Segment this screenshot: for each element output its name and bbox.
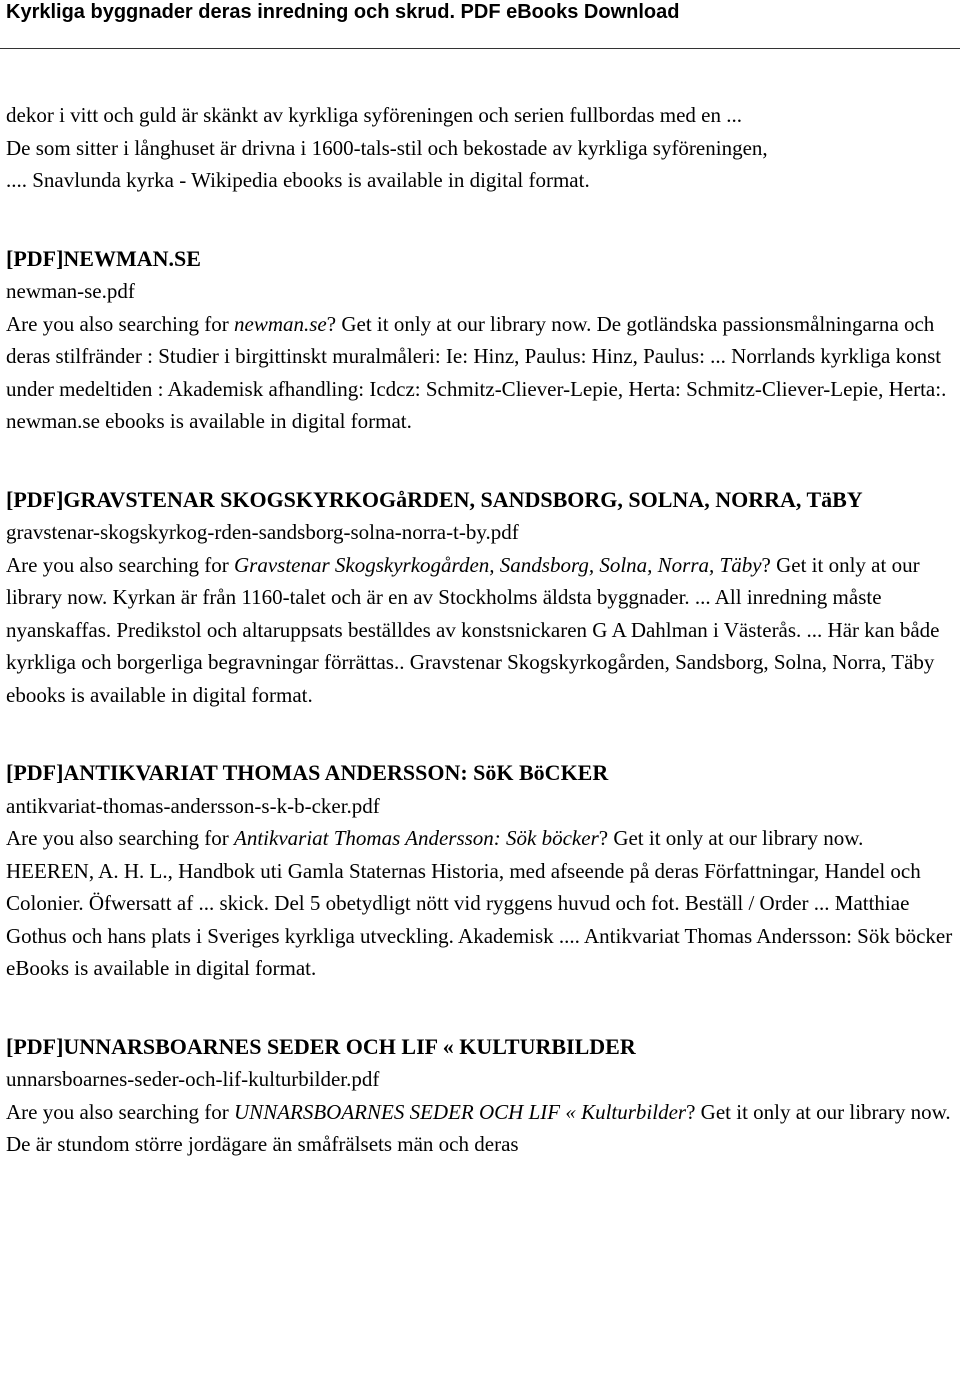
- document-body: [0, 99, 960, 1161]
- entry-title[interactable]: [PDF]UNNARSBOARNES SEDER OCH LIF « KULTURBILDER: [6, 1033, 636, 1059]
- result-entry: [6, 1031, 954, 1161]
- intro-line: .... Snavlunda kyrka - Wikipedia ebooks is available in digital format.: [6, 168, 590, 192]
- entry-filename[interactable]: antikvariat-thomas-andersson-s-k-b-cker.pdf: [6, 793, 380, 818]
- result-entry: [6, 243, 954, 438]
- entry-text: ? Get it only at our library now. Kyrkan är från 1160-talet och är en av Stockholms äldsta byggnader. ... All inredning måste nyanskaffas. Predikstol och altaruppsats beställdes av konstsnickaren G A Dahlman i Västerås. ... Här kan både kyrkliga och borgerliga begravningar förrättas.. Gravstenar Skogskyrkogården, Sandsborg, Solna, Norra, Täby ebooks is available in digital format.: [6, 552, 940, 707]
- search-prefix: Are you also searching for: [6, 311, 235, 336]
- intro-line: dekor i vitt och guld är skänkt av kyrkliga syföreningen och serien fullbordas med en ...: [6, 103, 742, 127]
- page-header: [0, 0, 960, 28]
- entry-text: ? Get it only at our library now. HEEREN, A. H. L., Handbok uti Gamla Staternas Historia, med afseende på deras Författningar, Handel och Colonier. Öfwersatt af ... skick. Del 5 obetydligt nött vid ryggens huvud och fot. Beställ / Order ... Matthiae Gothus och hans plats i Sveriges kyrkliga utveckling. Akademisk .... Antikvariat Thomas Andersson: Sök böcker eBooks is available in digital format.: [6, 826, 953, 980]
- search-query: newman.se: [234, 311, 327, 336]
- entry-text: ? Get it only at our library now. De gotländska passionsmålningarna och deras stilfränder : Studier i birgittinskt muralmåleri: Ie: Hinz, Paulus: Hinz, Paulus: ... Norrlands kyrkliga konst under medeltiden : Akademisk afhandling: Icdcz: Schmitz-Cliever-Lepie, Herta: Schmitz-Cliever-Lepie, Herta:. newman.se ebooks is available in digital format.: [6, 311, 947, 433]
- entry-filename[interactable]: gravstenar-skogskyrkog-rden-sandsborg-solna-norra-t-by.pdf: [6, 520, 519, 544]
- intro-line: De som sitter i långhuset är drivna i 1600-tals-stil och bekostade av kyrkliga syföreningen,: [6, 135, 768, 160]
- entry-title[interactable]: [PDF]NEWMAN.SE: [6, 245, 201, 271]
- intro-paragraph: [6, 99, 954, 197]
- entry-description: [6, 308, 954, 438]
- entry-title[interactable]: [PDF]ANTIKVARIAT THOMAS ANDERSSON: SöK BöCKER: [6, 760, 609, 785]
- search-query: Gravstenar Skogskyrkogården, Sandsborg, Solna, Norra, Täby: [234, 552, 762, 577]
- header-divider: [0, 48, 960, 49]
- search-prefix: Are you also searching for: [6, 552, 235, 577]
- search-query: Antikvariat Thomas Andersson: Sök böcker: [234, 826, 599, 850]
- entry-filename[interactable]: newman-se.pdf: [6, 279, 135, 303]
- entry-filename[interactable]: unnarsboarnes-seder-och-lif-kulturbilder.pdf: [6, 1067, 380, 1091]
- search-prefix: Are you also searching for: [6, 826, 235, 850]
- entry-text: ? Get it only at our library now. De är stundom större jordägare än småfrälsets män och deras: [6, 1099, 951, 1156]
- entry-description: [6, 549, 954, 712]
- header-title: Kyrkliga byggnader deras inredning och skrud. PDF eBooks Download: [6, 1, 680, 23]
- result-entry: [6, 484, 954, 712]
- entry-description: [6, 1096, 954, 1161]
- entry-title[interactable]: [PDF]GRAVSTENAR SKOGSKYRKOGåRDEN, SANDSBORG, SOLNA, NORRA, TäBY: [6, 486, 863, 512]
- entry-description: [6, 822, 954, 985]
- search-query: UNNARSBOARNES SEDER OCH LIF « Kulturbilder: [234, 1099, 687, 1124]
- search-prefix: Are you also searching for: [6, 1099, 235, 1124]
- result-entry: [6, 757, 954, 985]
